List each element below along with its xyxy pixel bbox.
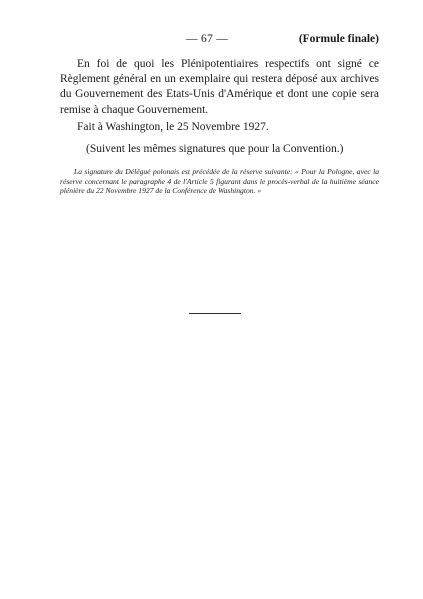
page-header: [60, 33, 379, 49]
horizontal-rule: [189, 313, 241, 314]
closing-paragraph: [60, 57, 379, 118]
paragraph-date: Fait à Washington, le 25 Novembre 1927.: [77, 121, 269, 133]
paragraph-signatures-note: (Suivent les mêmes signatures que pour la Convention.): [86, 143, 344, 155]
paragraph-signature-clause: En foi de quoi les Plénipotentiaires respectifs ont signé ce Règlement général en un exemplaire qui restera déposé aux archives du Gouvernement des Etats-Unis d'Amérique et dont une copie sera remise à chaque Gouvernement.: [60, 58, 379, 116]
section-label: (Formule finale): [298, 33, 379, 45]
footnote-text: La signature du Délégué polonais est précédée de la réserve suivante: « Pour la Pologne, avec la réserve concernant le paragraphe 4 de l'Article 5 figurant dans le procès-verbal de la huitième séance plénière du 22 Novembre 1927 de la Conférence de Washington. »: [60, 167, 379, 196]
page-number: — 67 —: [186, 33, 229, 45]
footnote: [60, 167, 379, 196]
